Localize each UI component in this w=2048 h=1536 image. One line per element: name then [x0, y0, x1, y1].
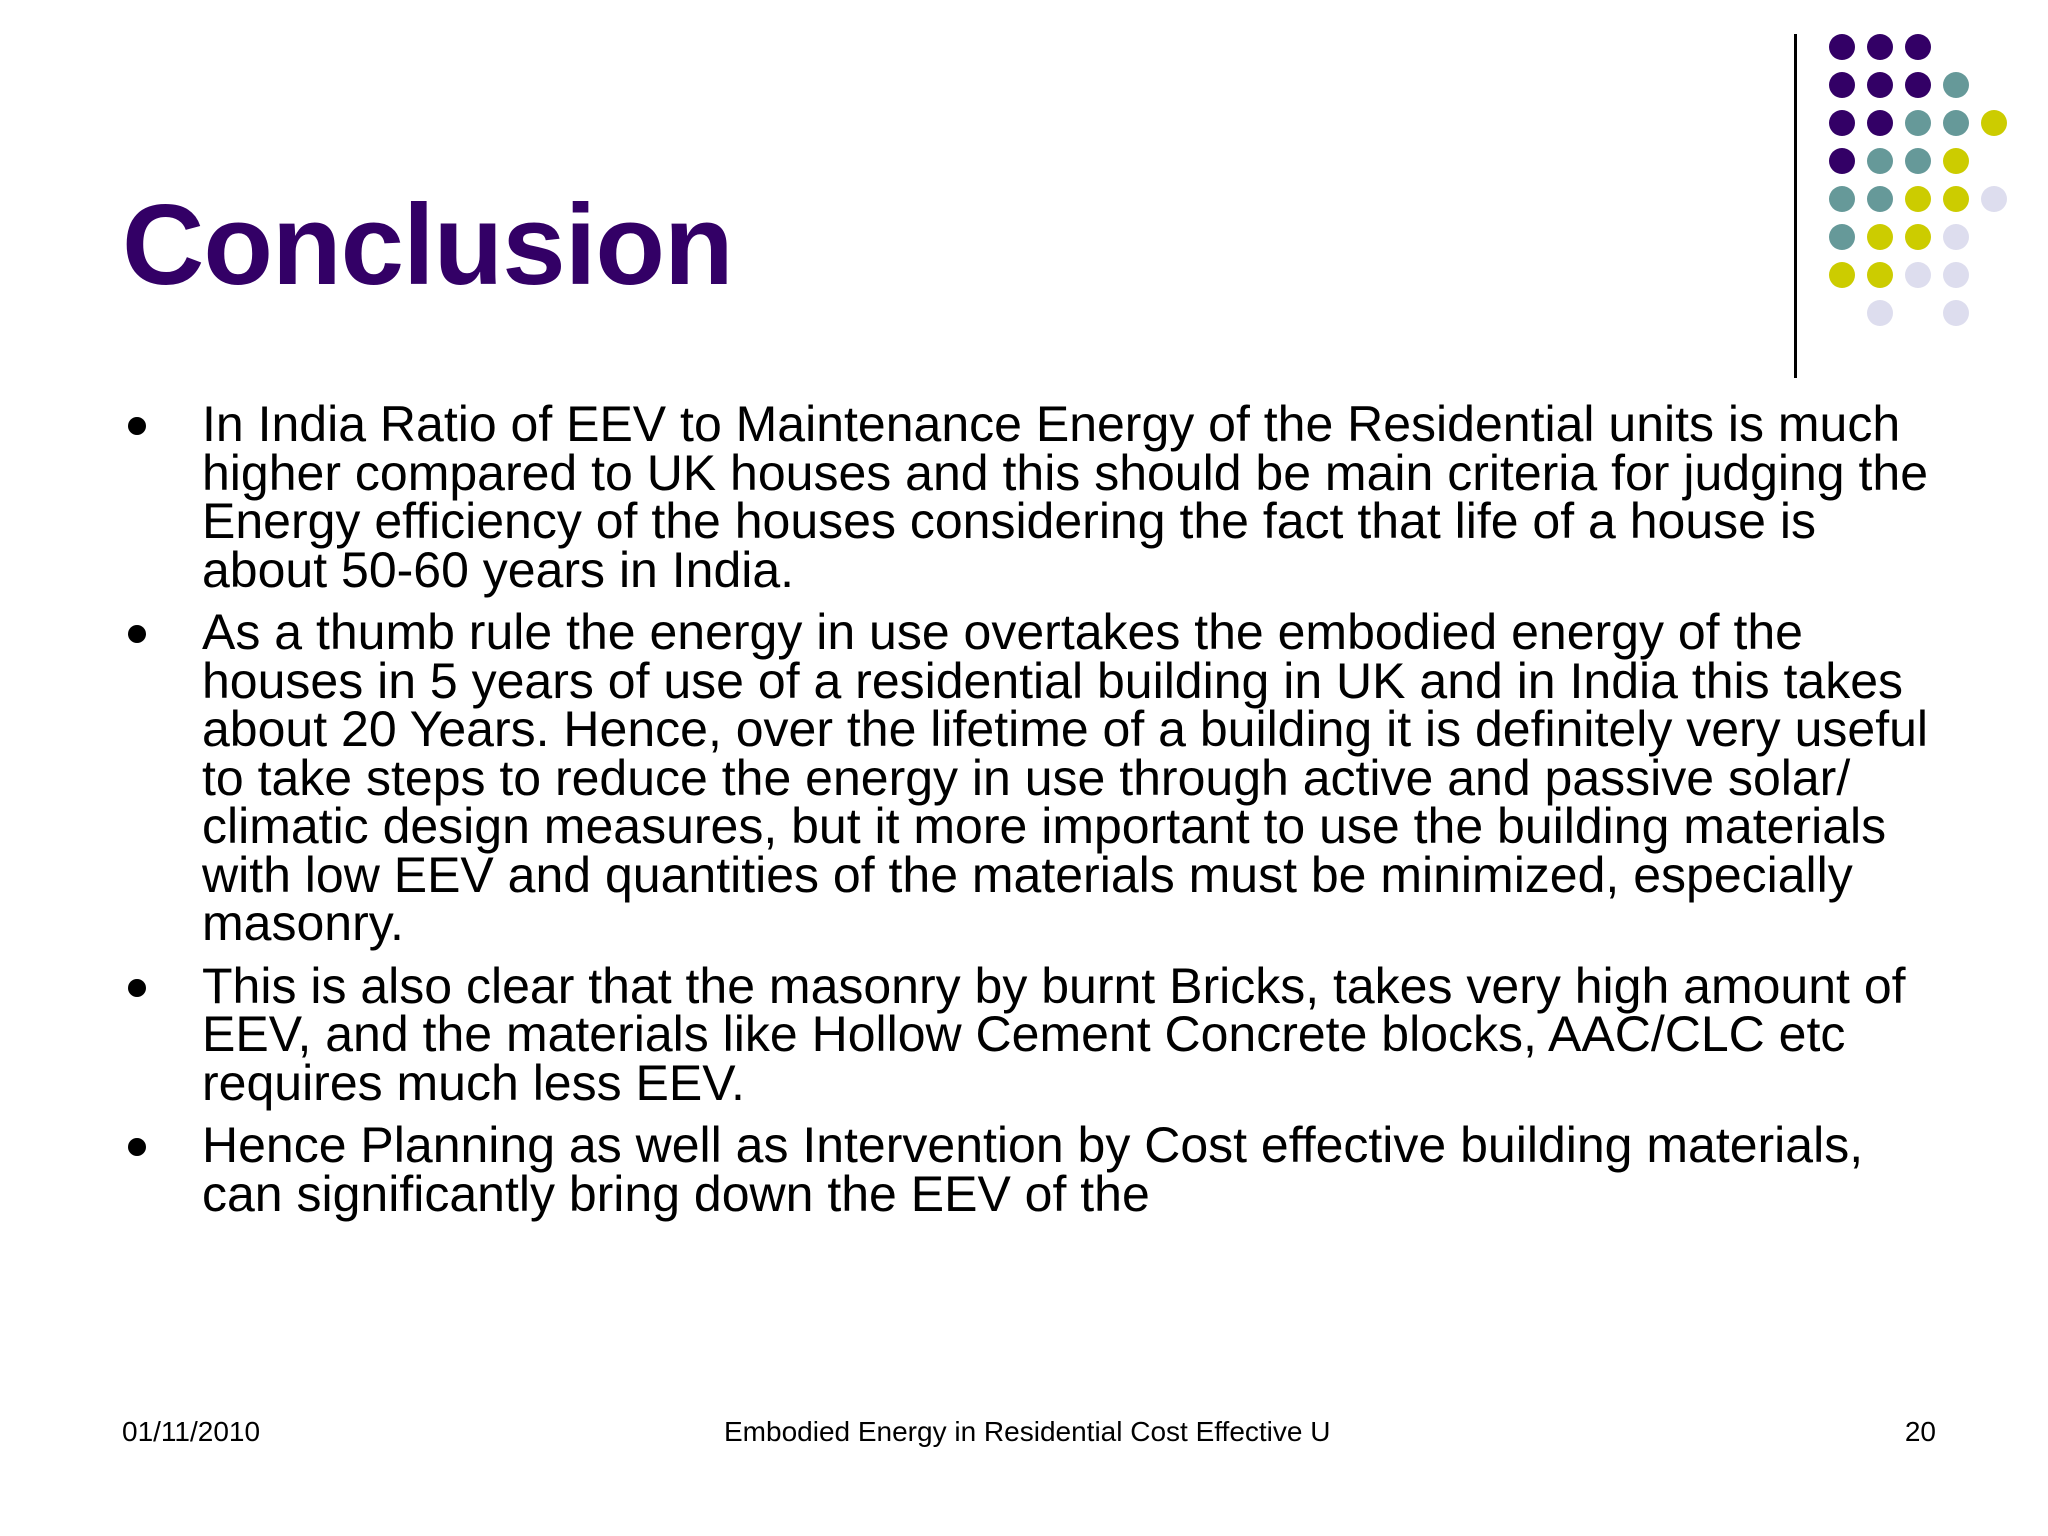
page-number: 20 — [1904, 1416, 1936, 1447]
decorative-dot — [1943, 148, 1969, 174]
bullet-icon — [128, 979, 146, 997]
bullet-icon — [128, 417, 146, 435]
decorative-dot — [1867, 300, 1893, 326]
decorative-dot — [1867, 186, 1893, 212]
decorative-dot — [1943, 300, 1969, 326]
decorative-dot — [1905, 186, 1931, 212]
bullet-item — [120, 604, 1950, 951]
decorative-dot — [1829, 262, 1855, 288]
decorative-dot — [1943, 72, 1969, 98]
decorative-dot — [1829, 224, 1855, 250]
decorative-dot — [1943, 186, 1969, 212]
bullet-list — [120, 396, 1950, 1232]
bullet-item — [120, 396, 1950, 598]
footer-date: 01/11/2010 — [122, 1416, 261, 1447]
decorative-dot — [1905, 110, 1931, 136]
decorative-dot — [1905, 262, 1931, 288]
decorative-dot — [1867, 148, 1893, 174]
decorative-dot — [1981, 110, 2007, 136]
decorative-dot — [1867, 110, 1893, 136]
decorative-dot — [1867, 262, 1893, 288]
decorative-dot — [1905, 72, 1931, 98]
decorative-dot — [1829, 34, 1855, 60]
decorative-dot — [1867, 34, 1893, 60]
bullet-text: Hence Planning as well as Intervention by Cost effective building materials, can significantly bring down the EEV of the — [202, 1117, 1864, 1222]
decorative-dot — [1829, 186, 1855, 212]
decorative-dot — [1943, 262, 1969, 288]
bullet-item — [120, 957, 1950, 1111]
decorative-dot — [1867, 224, 1893, 250]
decorative-dot — [1905, 224, 1931, 250]
footer-title: Embodied Energy in Residential Cost Effective U — [724, 1416, 1331, 1447]
decorative-dot — [1905, 34, 1931, 60]
decorative-dot — [1905, 148, 1931, 174]
bullet-text: As a thumb rule the energy in use overtakes the embodied energy of the houses in 5 years of use of a residential building in UK and in India this takes about 20 Years. Hence, over the lifetime of a building it is definitely very useful to take steps to reduce the energy in use through active and passive solar/ climatic design measures, but it more important to use the building materials with low EEV and quantities of the materials must be minimized, especially masonry. — [202, 604, 1929, 951]
decorative-dot — [1981, 186, 2007, 212]
decorative-dot — [1943, 110, 1969, 136]
bullet-icon — [128, 625, 146, 643]
bullet-item — [120, 1117, 1950, 1222]
decorative-dot — [1829, 110, 1855, 136]
slide-title: Conclusion — [122, 182, 733, 309]
decorative-dot — [1867, 72, 1893, 98]
decorative-dot — [1829, 148, 1855, 174]
bullet-text: This is also clear that the masonry by burnt Bricks, takes very high amount of EEV, and the materials like Hollow Cement Concrete blocks, AAC/CLC etc requires much less EEV. — [202, 957, 1906, 1111]
decorative-dot — [1943, 224, 1969, 250]
decorative-dot — [1829, 72, 1855, 98]
bullet-text: In India Ratio of EEV to Maintenance Energy of the Residential units is much higher compared to UK houses and this should be main criteria for judging the Energy efficiency of the houses considering the fact that life of a house is about 50-60 years in India. — [202, 396, 1929, 598]
bullet-icon — [128, 1138, 146, 1156]
vertical-divider — [1794, 34, 1797, 378]
